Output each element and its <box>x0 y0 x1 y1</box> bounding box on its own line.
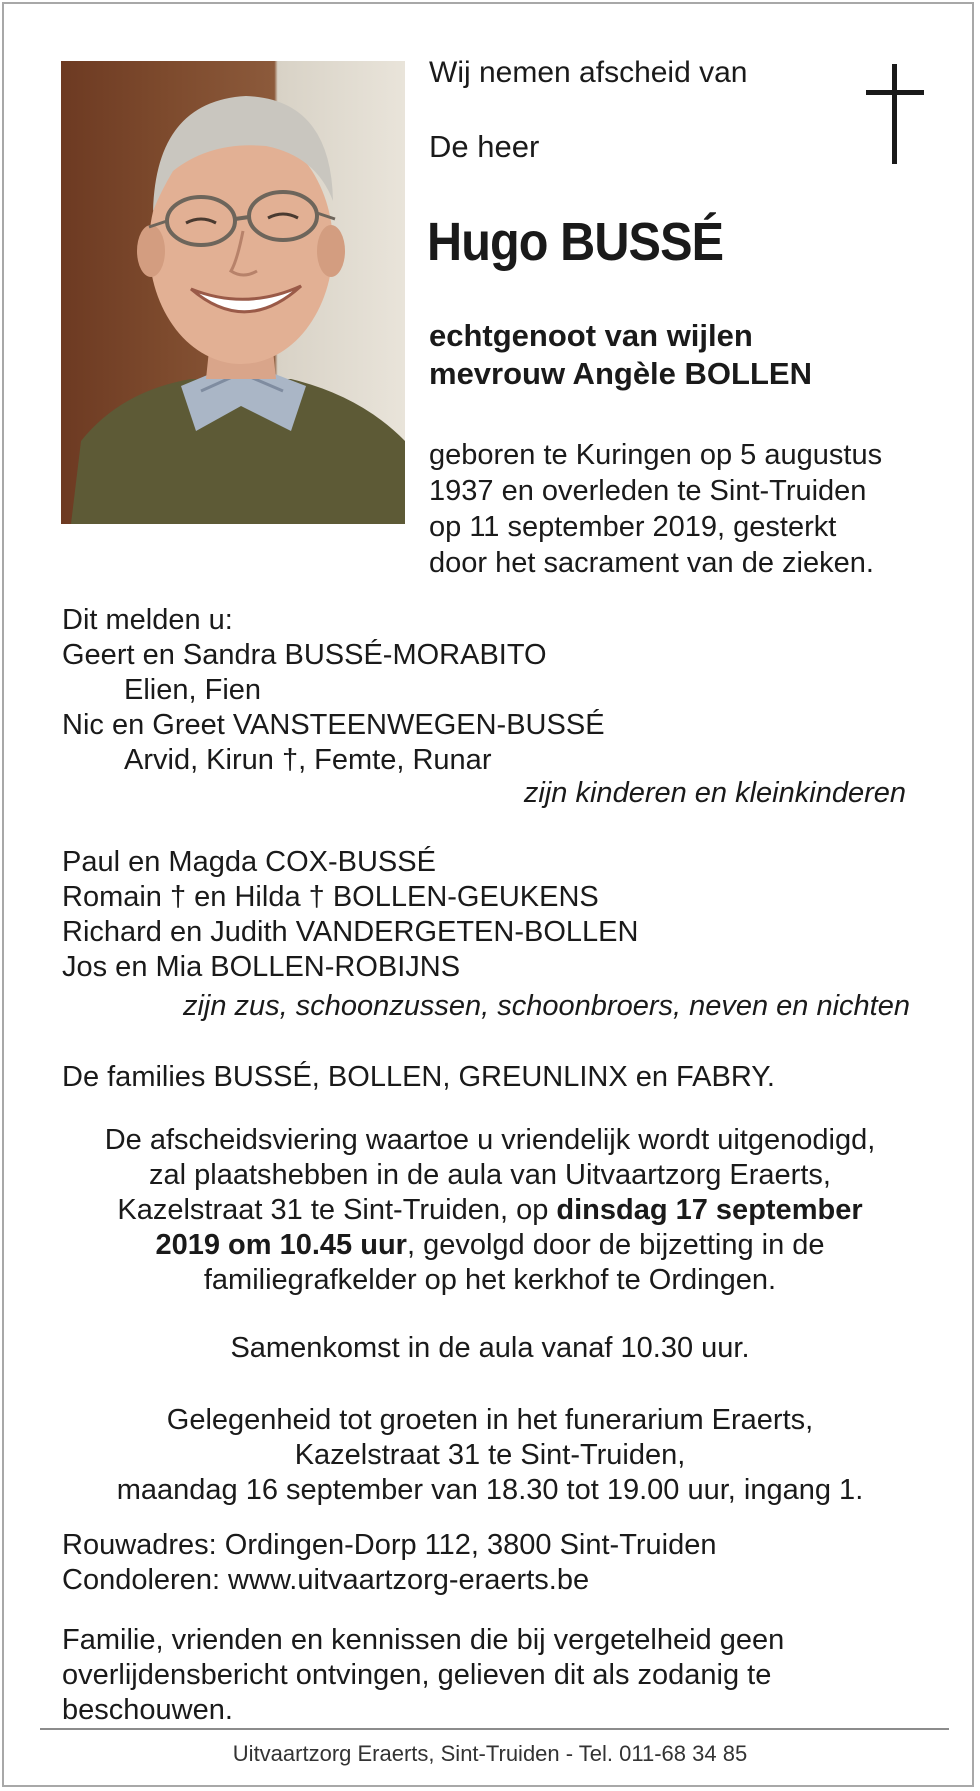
footer-text: Uitvaartzorg Eraerts, Sint-Truiden - Tel. 011-68 34 85 <box>232 1741 748 1766</box>
ceremony-line <box>4 1193 974 1228</box>
condolence-link[interactable]: Condoleren: www.uitvaartzorg-eraerts.be <box>62 1564 590 1596</box>
cross-icon <box>866 64 924 164</box>
visitation-line: maandag 16 september van 18.30 tot 19.00 uur, ingang 1. <box>116 1474 864 1506</box>
birth-line: op 11 september 2019, gesterkt <box>429 511 837 543</box>
family-line: Elien, Fien <box>124 674 262 706</box>
mourning-address: Rouwadres: Ordingen-Dorp 112, 3800 Sint-Truiden <box>62 1529 717 1561</box>
portrait-illustration <box>61 61 405 524</box>
visitation-line: Kazelstraat 31 te Sint-Truiden, <box>294 1439 686 1471</box>
portrait-photo <box>61 61 405 524</box>
ceremony-line: zal plaatshebben in de aula van Uitvaartzorg Eraerts, <box>149 1159 831 1191</box>
family-line: Arvid, Kirun †, Femte, Runar <box>124 744 492 776</box>
family-line: Romain † en Hilda † BOLLEN-GEUKENS <box>62 881 599 913</box>
notice-text <box>62 1623 784 1728</box>
family-line: Jos en Mia BOLLEN-ROBIJNS <box>62 951 461 983</box>
ceremony-text: Kazelstraat 31 te Sint-Truiden, op <box>117 1194 557 1226</box>
ceremony-info <box>4 1123 974 1298</box>
ceremony-line: familiegrafkelder op het kerkhof te Ordingen. <box>203 1264 777 1296</box>
notice-line: Familie, vrienden en kennissen die bij vergetelheid geen <box>62 1624 785 1656</box>
spouse-info <box>429 317 812 393</box>
obituary-card <box>2 2 974 1787</box>
family-role-children: zijn kinderen en kleinkinderen <box>523 777 906 809</box>
ceremony-text: , gevolgd door de bijzetting in de <box>406 1229 825 1261</box>
families-line: De families BUSSÉ, BOLLEN, GREUNLINX en FABRY. <box>62 1061 775 1093</box>
family-role-siblings: zijn zus, schoonzussen, schoonbroers, neven en nichten <box>182 990 910 1022</box>
birth-line: door het sacrament van de zieken. <box>429 547 874 579</box>
intro-text: Wij nemen afscheid van <box>429 56 748 89</box>
family-line: Dit melden u: <box>62 604 233 636</box>
visitation-line: Gelegenheid tot groeten in het funerarium Eraerts, <box>166 1404 814 1436</box>
family-line: Nic en Greet VANSTEENWEGEN-BUSSÉ <box>62 709 605 741</box>
spouse-line: echtgenoot van wijlen <box>429 318 753 353</box>
gathering-info: Samenkomst in de aula vanaf 10.30 uur. <box>230 1332 750 1364</box>
footer-divider <box>40 1728 949 1730</box>
contact-info <box>62 1528 716 1598</box>
ceremony-time: 2019 om 10.45 uur <box>155 1229 407 1261</box>
family-list-siblings <box>62 845 638 985</box>
notice-line: overlijdensbericht ontvingen, gelieven dit als zodanig te <box>62 1659 772 1691</box>
family-line: Paul en Magda COX-BUSSÉ <box>62 846 436 878</box>
family-line: Richard en Judith VANDERGETEN-BOLLEN <box>62 916 639 948</box>
deceased-name: Hugo BUSSÉ <box>427 212 724 272</box>
salutation: De heer <box>429 129 540 164</box>
spouse-line: mevrouw Angèle BOLLEN <box>429 356 812 391</box>
birth-death-info <box>429 437 882 581</box>
ceremony-date: dinsdag 17 september <box>556 1194 863 1226</box>
notice-line: beschouwen. <box>62 1694 233 1726</box>
family-list-children <box>62 603 605 778</box>
family-line: Geert en Sandra BUSSÉ-MORABITO <box>62 639 547 671</box>
birth-line: geboren te Kuringen op 5 augustus <box>429 439 883 471</box>
ceremony-line: De afscheidsviering waartoe u vriendelijk wordt uitgenodigd, <box>104 1124 876 1156</box>
birth-line: 1937 en overleden te Sint-Truiden <box>429 475 867 507</box>
visitation-info <box>4 1403 974 1508</box>
ceremony-line <box>4 1228 974 1263</box>
